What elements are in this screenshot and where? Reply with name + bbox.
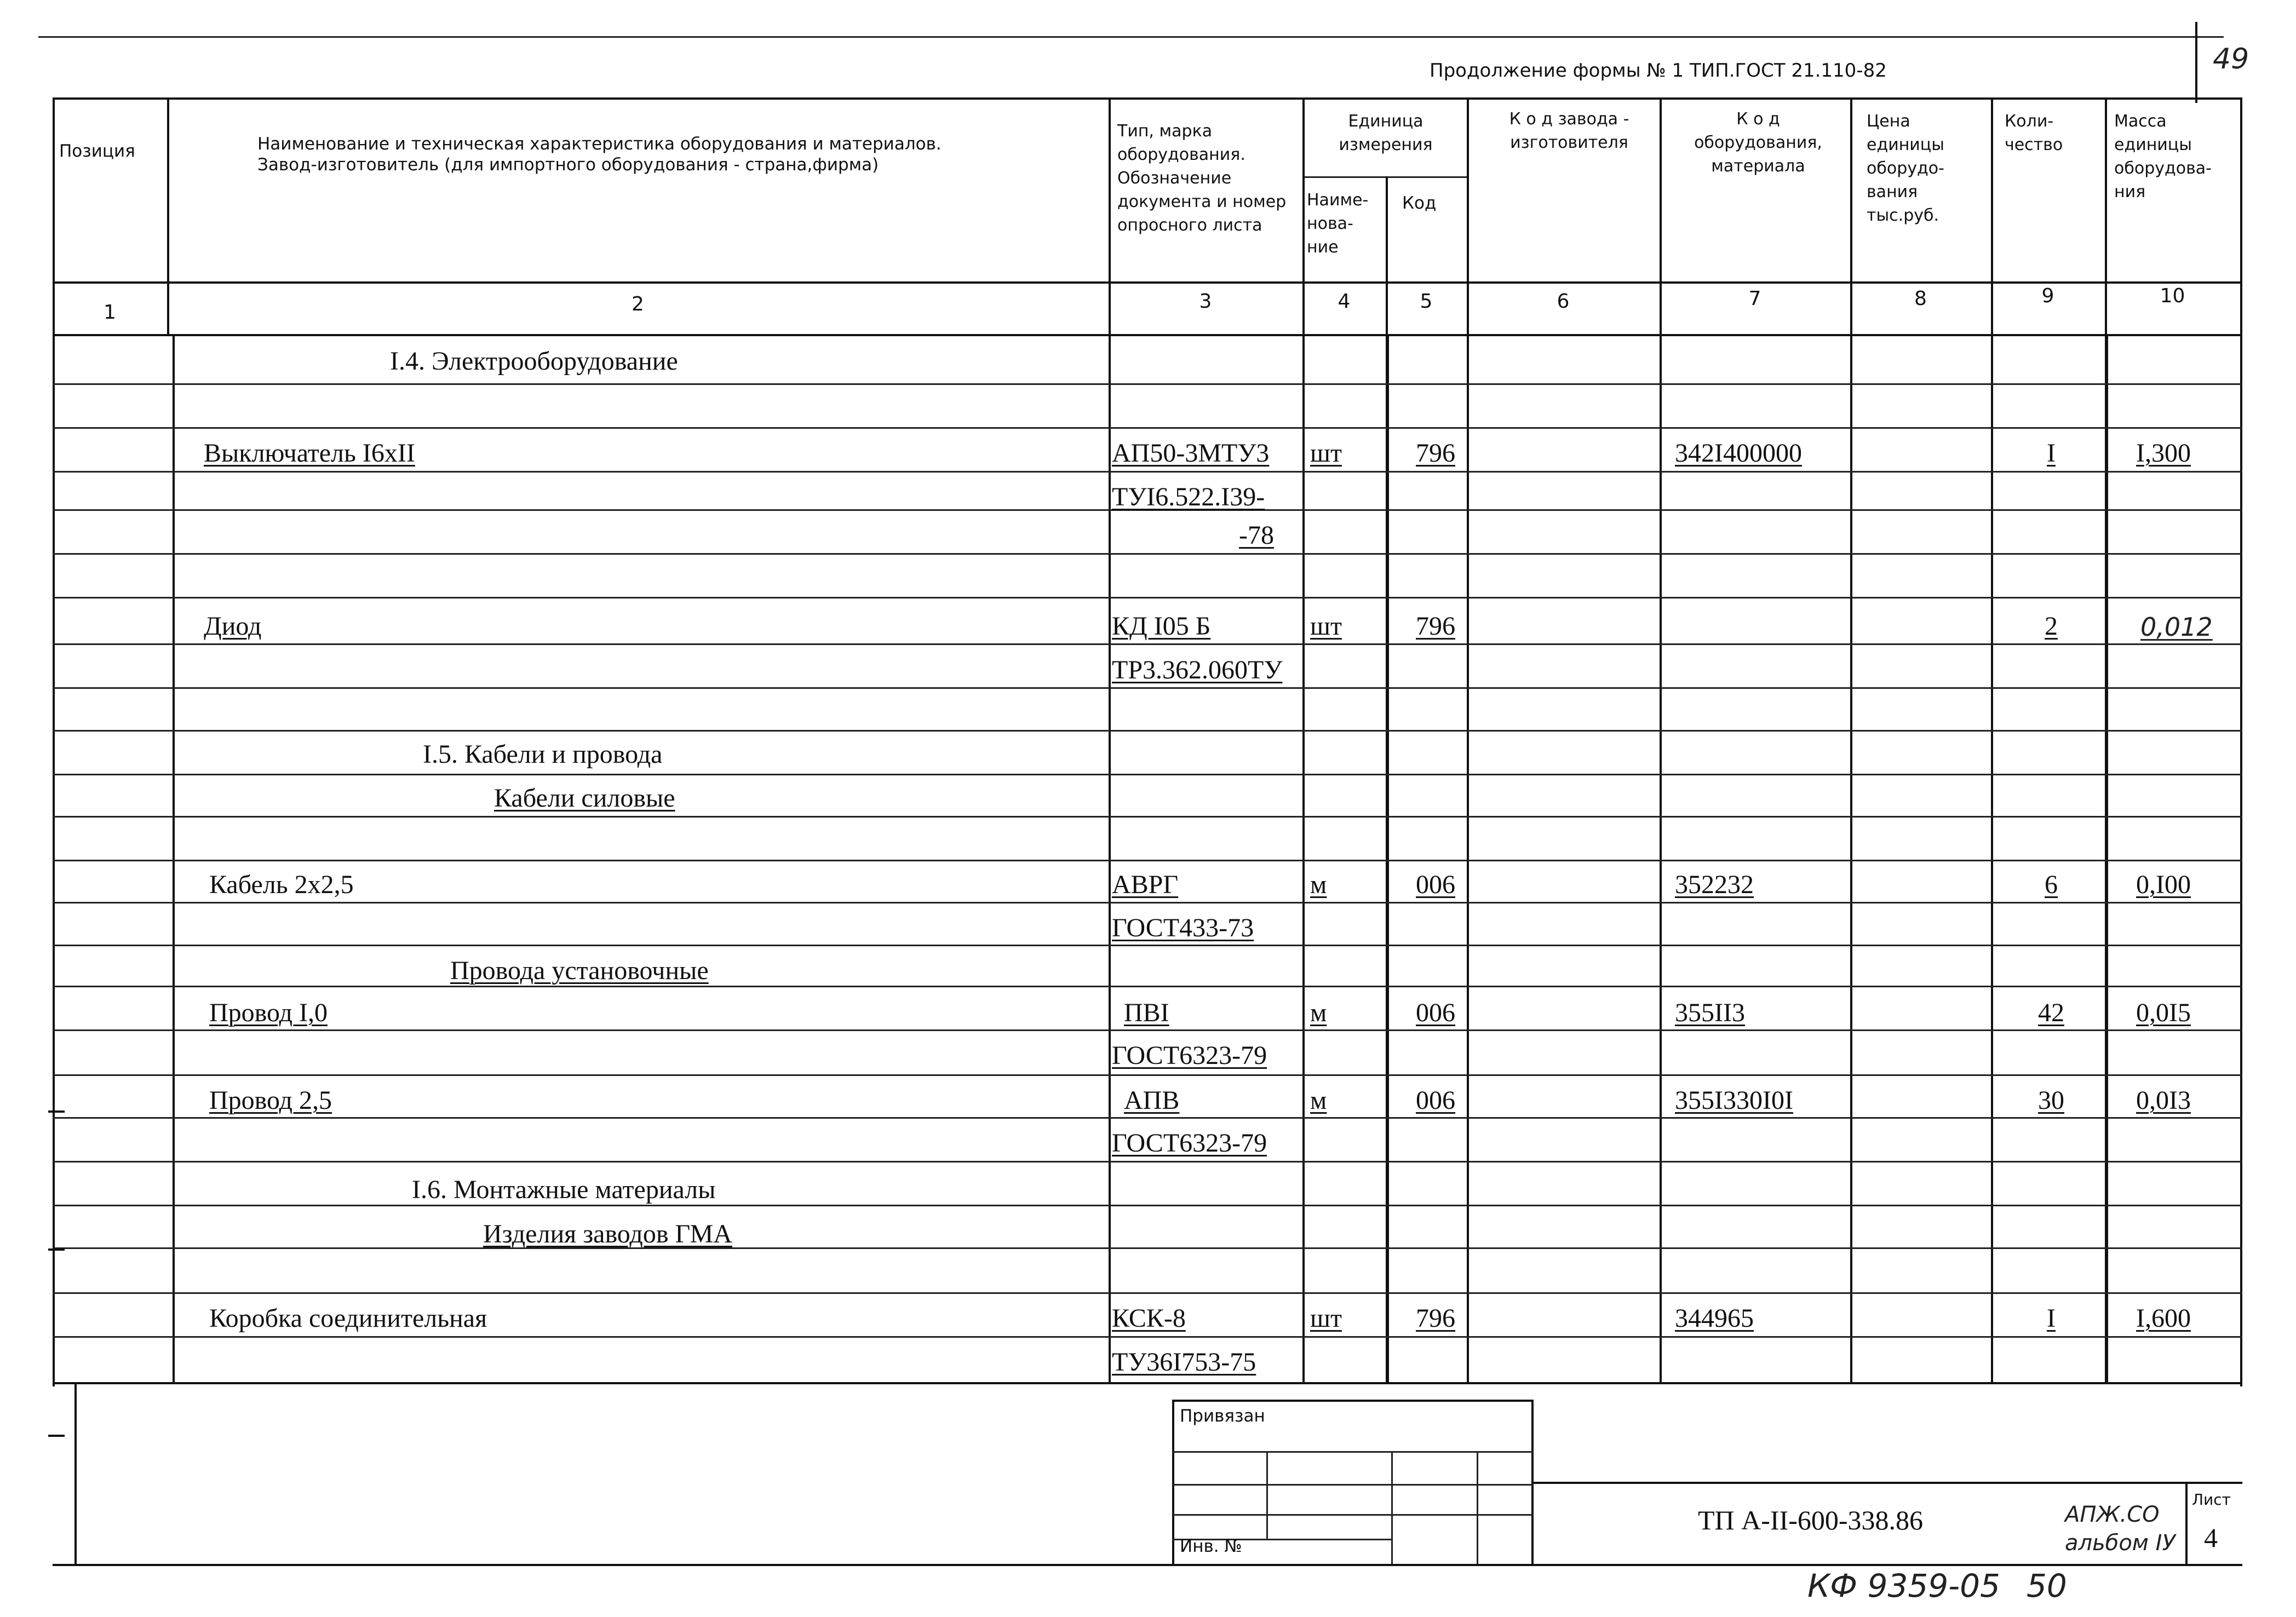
order-number: КФ 9359-05 xyxy=(1807,1567,2000,1604)
body-col-line-1a xyxy=(167,334,169,335)
item-code: 352232 xyxy=(1675,870,1754,899)
colnum-10: 10 xyxy=(2160,285,2185,307)
item-quantity: I xyxy=(2047,439,2056,468)
col-header-unit-code: Код xyxy=(1402,193,1437,213)
sheet-number: 4 xyxy=(2204,1522,2218,1553)
copy-number: 50 xyxy=(2027,1567,2067,1604)
col-header-mass: Масса единицы оборудова-ния xyxy=(2114,112,2212,202)
col-header-unit-name: Наиме-нова-ние xyxy=(1307,191,1369,257)
colnum-3: 3 xyxy=(1199,290,1212,313)
item-type-doc: ГОСТ6323-79 xyxy=(1112,1041,1267,1070)
sheet-label: Лист xyxy=(2192,1491,2231,1509)
item-mass: 0,0I5 xyxy=(2136,998,2191,1027)
item-mass: 0,012 xyxy=(2140,612,2213,642)
sheet-box-edge xyxy=(2185,1482,2188,1564)
row-sep xyxy=(53,1292,2242,1294)
colnum-2: 2 xyxy=(632,293,644,315)
item-unit-code: 006 xyxy=(1416,1086,1455,1115)
item-code: 355I330I0I xyxy=(1675,1086,1793,1115)
item-unit-code: 006 xyxy=(1416,998,1455,1027)
item-unit-code: 796 xyxy=(1416,439,1455,468)
body-col-line-4 xyxy=(1386,334,1389,1382)
row-sep xyxy=(53,730,2242,732)
row-sep xyxy=(53,945,2242,946)
item-name: Коробка соединительная xyxy=(209,1304,487,1333)
item-type-doc: ГОСТ433-73 xyxy=(1112,913,1254,942)
item-unit: шт xyxy=(1310,439,1342,468)
col-header-position: Позиция xyxy=(59,141,135,161)
item-quantity: I xyxy=(2047,1304,2056,1333)
stamp-bottom-border xyxy=(53,1564,2242,1566)
col-header-type: Тип, марка оборудования. Обозначение документа и номер опросного листа xyxy=(1117,122,1287,235)
margin-tick xyxy=(48,1248,65,1251)
margin-tick xyxy=(48,1110,65,1113)
attached-label: Привязан xyxy=(1180,1406,1265,1426)
item-mass: I,300 xyxy=(2136,439,2191,468)
item-type-doc: ГОСТ6323-79 xyxy=(1112,1129,1267,1158)
item-name: Провод 2,5 xyxy=(209,1086,332,1115)
table-body-bottom xyxy=(53,1382,2242,1384)
subsection-gma-products: Изделия заводов ГМА xyxy=(483,1219,732,1248)
subsection-power-cables: Кабели силовые xyxy=(494,784,675,813)
item-type-doc-cont: -78 xyxy=(1239,521,1274,550)
section-heading-1-5: I.5. Кабели и провода xyxy=(423,740,663,769)
body-col-line-3 xyxy=(1302,334,1305,1382)
row-sep xyxy=(53,860,2242,861)
colnum-bottom-border xyxy=(53,334,2242,336)
item-name: Выключатель I6xII xyxy=(204,439,415,468)
col-header-equipment-code: К о д оборудования, материала xyxy=(1694,110,1822,176)
item-quantity: 2 xyxy=(2045,612,2058,641)
item-type-doc: ТР3.362.060ТУ xyxy=(1112,655,1283,684)
item-quantity: 6 xyxy=(2045,870,2058,899)
page-number-box-edge xyxy=(2195,22,2197,103)
item-unit: м xyxy=(1310,1086,1327,1115)
row-sep xyxy=(53,553,2242,555)
item-code: 344965 xyxy=(1675,1304,1754,1333)
unit-subheader-rule xyxy=(1302,176,1467,178)
colnum-9: 9 xyxy=(2041,285,2054,307)
item-mass: 0,0I3 xyxy=(2136,1086,2191,1115)
item-name: Диод xyxy=(204,612,262,641)
item-type: КСК-8 xyxy=(1112,1304,1186,1333)
subsection-installation-wires: Провода установочные xyxy=(450,956,709,985)
row-sep xyxy=(53,1074,2242,1076)
col-header-price: Цена единицы оборудо-вания тыс.руб. xyxy=(1867,112,1944,225)
item-quantity: 30 xyxy=(2038,1086,2064,1115)
col-line-10 xyxy=(2240,97,2242,334)
stamp-left-edge xyxy=(74,1382,77,1564)
body-col-line-1 xyxy=(173,334,175,1382)
page-number: 49 xyxy=(2213,43,2249,76)
top-rule xyxy=(38,36,2224,38)
row-sep xyxy=(53,597,2242,599)
body-col-line-5 xyxy=(1467,334,1469,1382)
colnum-8: 8 xyxy=(1914,287,1927,310)
colnum-6: 6 xyxy=(1557,290,1570,313)
row-sep xyxy=(53,1161,2242,1163)
colnum-5: 5 xyxy=(1420,290,1433,313)
row-sep xyxy=(53,1029,2242,1031)
colnum-7: 7 xyxy=(1748,287,1761,310)
colnum-1: 1 xyxy=(104,301,116,324)
col-line-0 xyxy=(53,97,55,334)
col-header-name-line1: Наименование и техническая характеристика оборудования и материалов. xyxy=(257,134,942,154)
col-header-name-line2: Завод-изготовитель (для импортного оборудования - страна,фирма) xyxy=(257,155,879,175)
body-col-line-2 xyxy=(1109,334,1111,1382)
row-sep xyxy=(53,1336,2242,1338)
item-type: АВРГ xyxy=(1112,870,1179,899)
item-type: АП50-3МТУ3 xyxy=(1112,439,1270,468)
body-col-line-8 xyxy=(1991,334,1993,1382)
item-code: 342I400000 xyxy=(1675,439,1802,468)
item-unit: шт xyxy=(1310,612,1342,641)
row-sep xyxy=(53,816,2242,818)
item-unit: м xyxy=(1310,998,1327,1027)
row-sep xyxy=(53,383,2242,385)
row-sep xyxy=(53,427,2242,429)
item-type: ПВI xyxy=(1124,998,1169,1027)
colnum-4: 4 xyxy=(1338,290,1351,313)
row-sep xyxy=(53,643,2242,645)
row-sep xyxy=(53,1117,2242,1119)
body-col-line-7 xyxy=(1850,334,1852,1382)
item-unit-code: 796 xyxy=(1416,1304,1455,1333)
item-name: Провод I,0 xyxy=(209,998,328,1027)
form-continuation-note: Продолжение формы № 1 ТИП.ГОСТ 21.110-82 xyxy=(1430,60,1887,82)
row-sep xyxy=(53,471,2242,473)
item-mass: I,600 xyxy=(2136,1304,2191,1333)
album-reference: АПЖ.СО альбом IУ xyxy=(2065,1502,2176,1556)
col-header-unit: Единица измерения xyxy=(1339,112,1433,154)
item-quantity: 42 xyxy=(2038,998,2064,1027)
row-sep xyxy=(53,1247,2242,1249)
table-top-border xyxy=(53,97,2242,100)
inventory-number-label: Инв. № xyxy=(1180,1537,1242,1556)
item-type: КД I05 Б xyxy=(1112,612,1211,641)
item-unit: м xyxy=(1310,870,1327,899)
item-code: 355II3 xyxy=(1675,998,1745,1027)
section-heading-1-4: I.4. Электрооборудование xyxy=(390,347,678,376)
item-unit-code: 006 xyxy=(1416,870,1455,899)
item-mass: 0,I00 xyxy=(2136,870,2191,899)
item-unit: шт xyxy=(1310,1304,1342,1333)
body-col-line-6 xyxy=(1660,334,1662,1382)
item-type-doc: ТУ36I753-75 xyxy=(1112,1348,1256,1377)
section-heading-1-6: I.6. Монтажные материалы xyxy=(412,1175,716,1204)
title-block-divider xyxy=(1531,1482,2242,1484)
col-header-factory-code: К о д завода - изготовителя xyxy=(1509,110,1629,152)
row-sep xyxy=(53,1205,2242,1206)
row-sep xyxy=(53,774,2242,775)
item-type-doc: ТУI6.522.I39- xyxy=(1112,482,1265,511)
row-sep xyxy=(53,687,2242,689)
row-sep xyxy=(53,902,2242,904)
margin-tick xyxy=(48,1435,65,1437)
body-col-line-9 xyxy=(2105,334,2108,1382)
header-bottom-border xyxy=(53,281,2242,284)
item-name: Кабель 2х2,5 xyxy=(209,870,354,899)
item-type: АПВ xyxy=(1124,1086,1180,1115)
row-sep xyxy=(53,986,2242,987)
document-code: ТП А-II-600-338.86 xyxy=(1698,1505,1924,1535)
col-header-quantity: Коли-чество xyxy=(2005,112,2063,154)
item-unit-code: 796 xyxy=(1416,612,1455,641)
